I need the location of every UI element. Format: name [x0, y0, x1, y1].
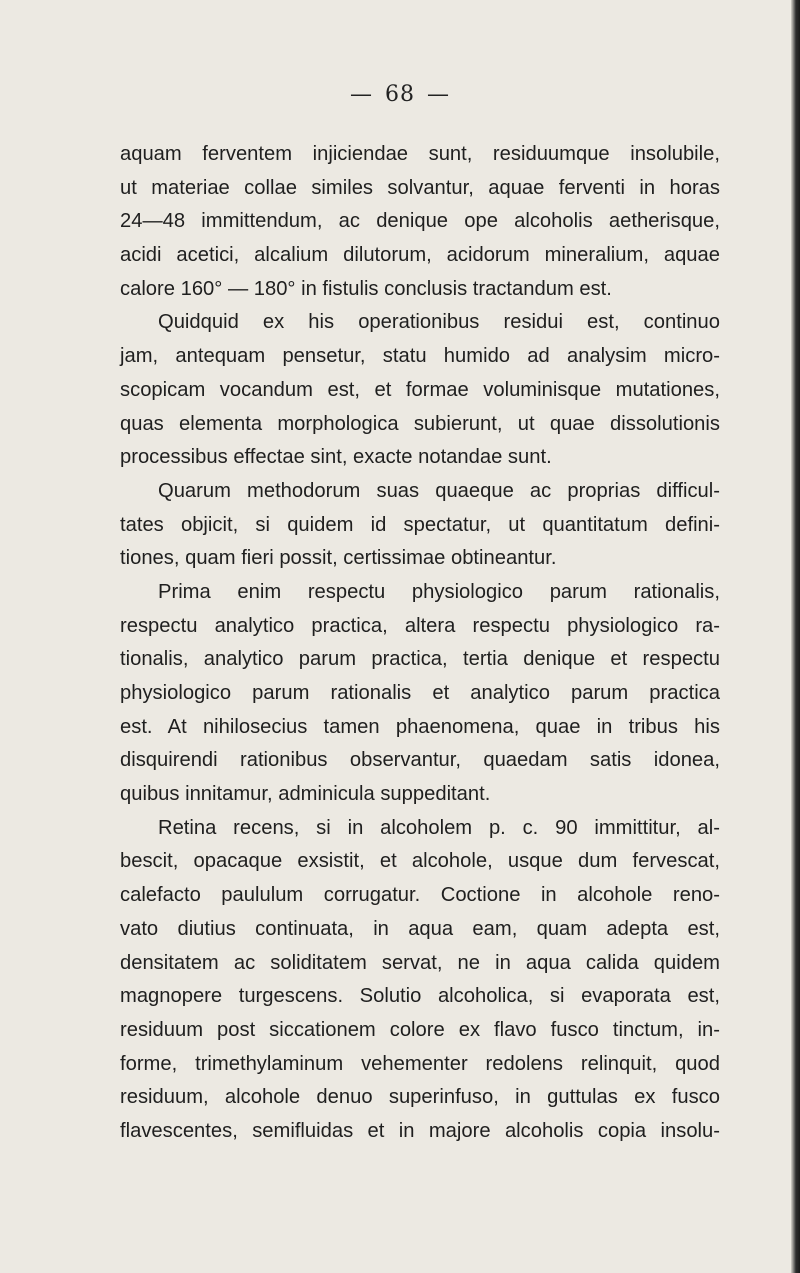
text-line: Retina recens, si in alcoholem p. c. 90 immittitur, al-	[158, 816, 720, 839]
text-line: processibus effectae sint, exacte notandae sunt.	[120, 446, 552, 469]
text-line: calefacto paululum corrugatur. Coctione in alcohole reno-	[120, 884, 720, 907]
header-dash-left: —	[350, 82, 373, 107]
text-line: ut materiae collae similes solvantur, aquae ferventi in horas	[120, 176, 720, 199]
text-line: magnopere turgescens. Solutio alcoholica, si evaporata est,	[120, 985, 720, 1008]
text-line: Quarum methodorum suas quaeque ac proprias difficul-	[158, 479, 720, 502]
text-line: vato diutius continuata, in aqua eam, quam adepta est,	[120, 917, 720, 940]
text-line: est. At nihilosecius tamen phaenomena, quae in tribus his	[120, 715, 720, 738]
text-line: densitatem ac soliditatem servat, ne in aqua calida quidem	[120, 951, 720, 974]
body-text	[120, 138, 720, 1149]
text-line: residuum post siccationem colore ex flavo fusco tinctum, in-	[120, 1018, 720, 1041]
text-line: residuum, alcohole denuo superinfuso, in guttulas ex fusco	[120, 1086, 720, 1109]
text-line: Prima enim respectu physiologico parum rationalis,	[158, 580, 720, 603]
text-line: bescit, opacaque exsistit, et alcohole, usque dum fervescat,	[120, 850, 720, 873]
text-line: scopicam vocandum est, et formae voluminisque mutationes,	[120, 378, 720, 401]
text-line: tiones, quam fieri possit, certissimae obtineantur.	[120, 547, 557, 570]
page-binding-edge	[791, 0, 800, 1273]
text-line: calore 160° — 180° in fistulis conclusis tractandum est.	[120, 277, 612, 300]
page-number: 68	[385, 82, 415, 107]
text-line: Quidquid ex his operationibus residui est, continuo	[158, 311, 720, 334]
text-line: tates objicit, si quidem id spectatur, ut quantitatum defini-	[120, 513, 720, 536]
text-line: quas elementa morphologica subierunt, ut quae dissolutionis	[120, 412, 720, 435]
text-line: tionalis, analytico parum practica, tertia denique et respectu	[120, 648, 720, 671]
text-line: physiologico parum rationalis et analytico parum practica	[120, 682, 720, 704]
text-line: forme, trimethylaminum vehementer redolens relinquit, quod	[120, 1052, 720, 1075]
text-line: respectu analytico practica, altera respectu physiologico ra-	[120, 614, 720, 637]
page-header	[0, 82, 800, 107]
text-line: aquam ferventem injiciendae sunt, residuumque insolubile,	[120, 143, 720, 165]
header-dash-right: —	[427, 82, 450, 107]
text-line: acidi acetici, alcalium dilutorum, acidorum mineralium, aquae	[120, 244, 720, 267]
text-line: flavescentes, semifluidas et in majore alcoholis copia insolu-	[120, 1119, 720, 1142]
text-line: disquirendi rationibus observantur, quaedam satis idonea,	[120, 749, 720, 772]
text-line: quibus innitamur, adminicula suppeditant.	[120, 783, 491, 806]
text-line: jam, antequam pensetur, statu humido ad analysim micro-	[120, 345, 720, 368]
text-line: 24—48 immittendum, ac denique ope alcoholis aetherisque,	[120, 210, 720, 233]
